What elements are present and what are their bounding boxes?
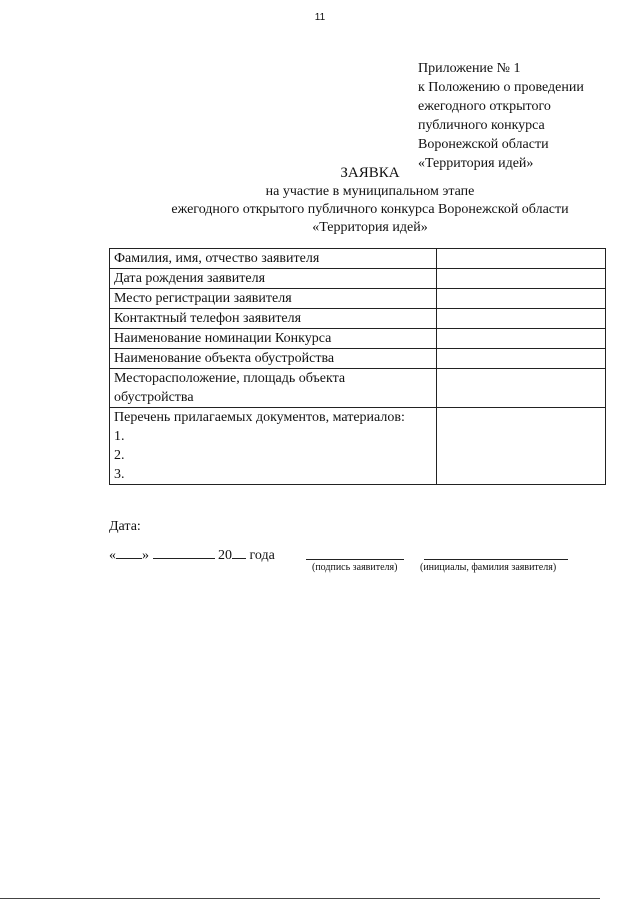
table-row [110, 349, 606, 369]
row-label [110, 369, 437, 408]
value-cell[interactable] [437, 269, 606, 289]
row-label [110, 249, 437, 269]
signature-caption: (подпись заявителя) [312, 562, 398, 573]
table-row [110, 289, 606, 309]
century-text: 20 [218, 548, 232, 563]
value-cell[interactable] [437, 369, 606, 408]
value-cell[interactable] [437, 408, 606, 485]
close-quote: » [142, 548, 149, 563]
day-blank[interactable] [116, 545, 142, 559]
label-line: Наименование объекта обустройства [114, 351, 335, 366]
heading-line: «Территория идей» [312, 220, 428, 235]
year-word: года [249, 548, 275, 563]
row-label [110, 309, 437, 329]
label-line: 2. [114, 448, 125, 463]
label-line: Перечень прилагаемых документов, материалов: [114, 410, 405, 425]
label-line: Место регистрации заявителя [114, 291, 292, 306]
table-row [110, 408, 606, 485]
label-line: 1. [114, 429, 125, 444]
signature-line[interactable] [306, 559, 404, 560]
appendix-line: «Территория идей» [418, 156, 534, 171]
year-blank[interactable] [232, 545, 246, 559]
value-cell[interactable] [437, 309, 606, 329]
name-line[interactable] [424, 559, 568, 560]
row-label [110, 289, 437, 309]
page-bottom-rule [0, 898, 600, 899]
label-line: Месторасположение, площадь объекта [114, 371, 346, 386]
open-quote: « [109, 548, 116, 563]
label-line: Наименование номинации Конкурса [114, 331, 332, 346]
row-label [110, 269, 437, 289]
appendix-block [418, 59, 633, 173]
appendix-line: публичного конкурса [418, 118, 545, 133]
table-row [110, 269, 606, 289]
name-caption: (инициалы, фамилия заявителя) [420, 562, 557, 573]
label-line: 3. [114, 467, 125, 482]
heading-line: ежегодного открытого публичного конкурса Воронежской области [171, 202, 569, 217]
table-row [110, 309, 606, 329]
date-line [109, 545, 275, 564]
table-row [110, 369, 606, 408]
document-title: ЗАЯВКА [340, 165, 400, 181]
label-line: Дата рождения заявителя [114, 271, 266, 286]
row-label [110, 349, 437, 369]
date-label: Дата: [109, 519, 141, 534]
appendix-line: Воронежской области [418, 137, 549, 152]
row-label [110, 329, 437, 349]
value-cell[interactable] [437, 349, 606, 369]
row-label [110, 408, 437, 485]
table-row [110, 329, 606, 349]
heading-line: на участие в муниципальном этапе [265, 184, 475, 199]
label-line: Контактный телефон заявителя [114, 311, 302, 326]
page-number: 11 [314, 12, 326, 23]
month-blank[interactable] [153, 545, 215, 559]
label-line: обустройства [114, 390, 194, 405]
value-cell[interactable] [437, 289, 606, 309]
table-row [110, 249, 606, 269]
label-line: Фамилия, имя, отчество заявителя [114, 251, 320, 266]
value-cell[interactable] [437, 249, 606, 269]
appendix-line: к Положению о проведении [418, 80, 584, 95]
appendix-line: Приложение № 1 [418, 61, 521, 76]
document-heading [0, 163, 640, 237]
value-cell[interactable] [437, 329, 606, 349]
application-form-table [109, 248, 606, 485]
appendix-line: ежегодного открытого [418, 99, 551, 114]
